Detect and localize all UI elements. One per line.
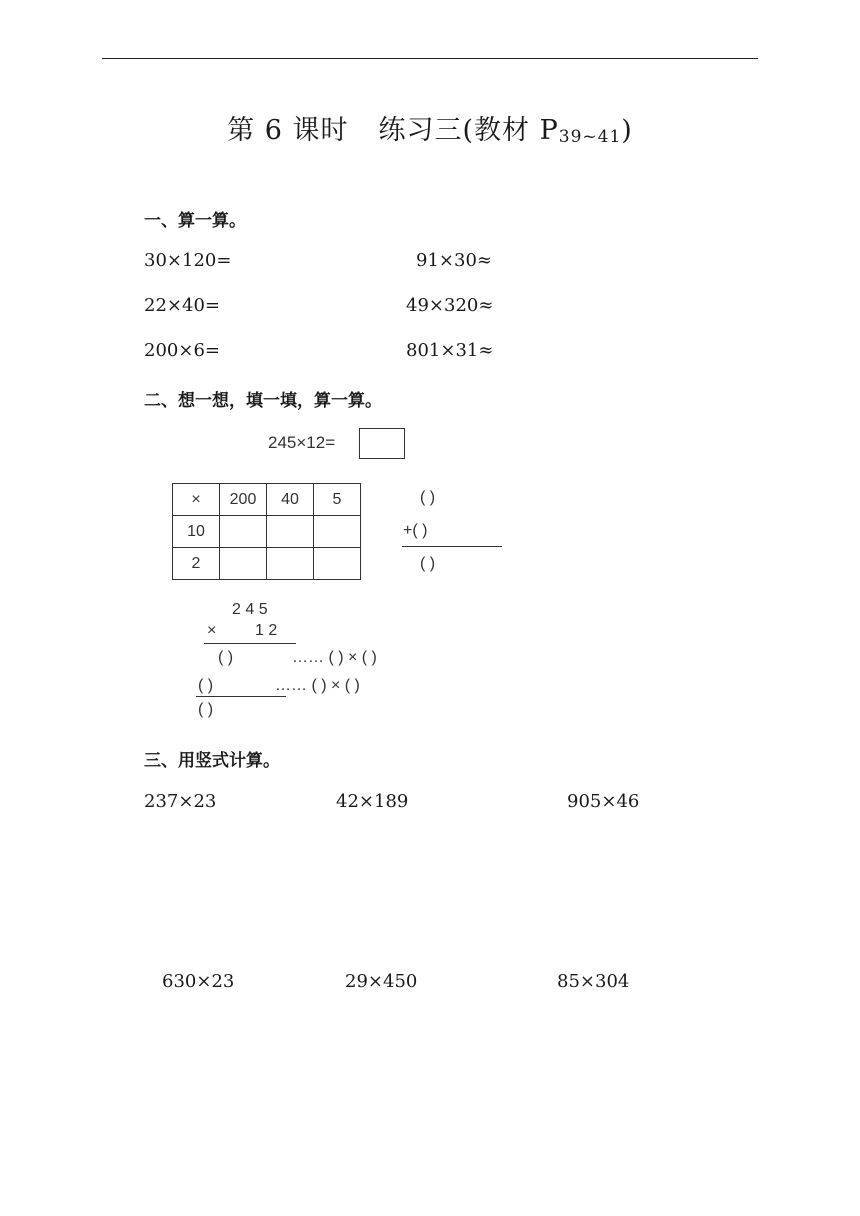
grid-cell: 200	[220, 484, 267, 516]
vertical-sum-line	[196, 696, 286, 697]
partial-product-blank[interactable]: ( )	[198, 677, 214, 694]
partial-explain[interactable]: …… ( ) × ( )	[275, 677, 360, 694]
vertical-calc-item: 905×46	[567, 791, 640, 812]
section3-heading: 三、用竖式计算。	[144, 751, 280, 771]
grid-blank-cell[interactable]	[314, 548, 361, 580]
estimate-item: 91×30≈	[416, 250, 492, 271]
vertical-calc-item: 29×450	[345, 971, 418, 992]
section2-heading: 二、想一想，填一填，算一算。	[144, 391, 382, 411]
page-range: 39~41	[558, 127, 622, 147]
vertical-calc-item: 630×23	[162, 971, 235, 992]
grid-row	[173, 548, 361, 580]
estimate-item: 49×320≈	[406, 295, 494, 316]
vertical-calc-item: 85×304	[557, 971, 630, 992]
grid-blank-cell[interactable]	[314, 516, 361, 548]
grid-cell: 40	[267, 484, 314, 516]
partial-explain[interactable]: …… ( ) × ( )	[292, 649, 377, 666]
lesson-number: 第 6 课时	[227, 115, 349, 146]
page-title: 第 6 课时 练习三(教材 $P_{39\sim 41}$)	[227, 115, 633, 147]
vertical-top-number: 2 4 5	[232, 601, 268, 618]
grid-cell: 10	[173, 516, 220, 548]
grid-row	[173, 516, 361, 548]
grid-blank-cell[interactable]	[220, 548, 267, 580]
calc-item: 200×6=	[144, 340, 220, 361]
grid-blank-cell[interactable]	[267, 548, 314, 580]
header-rule	[102, 58, 758, 59]
grid-header-row	[173, 484, 361, 516]
grid-cell: ×	[173, 484, 220, 516]
sum-line	[402, 546, 502, 547]
grid-blank-cell[interactable]	[267, 516, 314, 548]
estimate-item: 801×31≈	[406, 340, 494, 361]
vertical-line	[204, 643, 296, 644]
answer-box[interactable]	[359, 428, 405, 459]
multiplication-grid	[172, 483, 361, 580]
grid-cell: 5	[314, 484, 361, 516]
vertical-calc-item: 42×189	[336, 791, 409, 812]
vertical-bottom-number: 1 2	[255, 622, 278, 639]
sum-result-blank[interactable]: ( )	[420, 555, 436, 572]
vertical-calc-item: 237×23	[144, 791, 217, 812]
lesson-name: 练习三(教材 P	[378, 115, 559, 146]
equation: 245×12=	[268, 433, 336, 452]
calc-item: 30×120=	[144, 250, 232, 271]
section1-heading: 一、算一算。	[144, 211, 246, 231]
product-blank[interactable]: ( )	[198, 701, 214, 718]
times-sign: ×	[207, 622, 217, 639]
grid-blank-cell[interactable]	[220, 516, 267, 548]
sum-blank[interactable]: ( )	[420, 489, 436, 506]
partial-product-blank[interactable]: ( )	[218, 649, 234, 666]
sum-blank-plus[interactable]: +( )	[403, 522, 428, 539]
grid-cell: 2	[173, 548, 220, 580]
calc-item: 22×40=	[144, 295, 220, 316]
